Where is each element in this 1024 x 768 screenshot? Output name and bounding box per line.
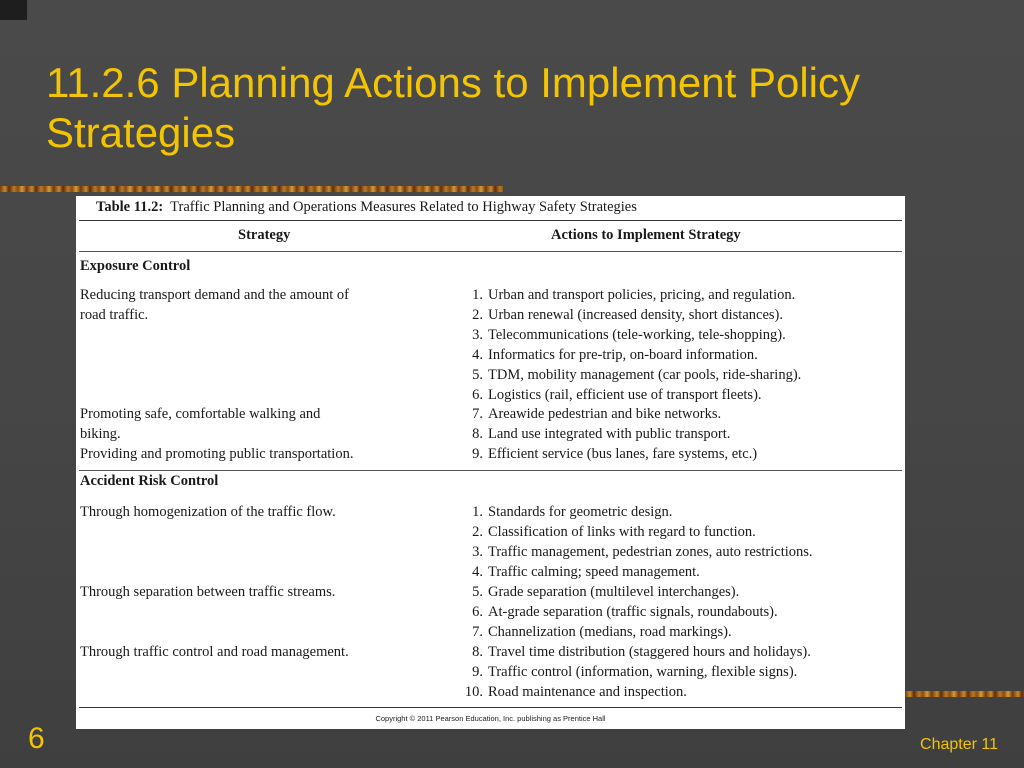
action-item: [456, 345, 758, 365]
corner-mark: [0, 0, 27, 20]
column-header-actions: Actions to Implement Strategy: [551, 227, 741, 243]
action-text: Traffic control (information, warning, flexible signs).: [488, 664, 798, 680]
table-caption-label: Table 11.2:: [96, 199, 164, 215]
action-text: Telecommunications (tele-working, tele-shopping).: [488, 327, 786, 343]
decorative-divider-bottom: [905, 691, 1024, 697]
action-item: [456, 285, 795, 305]
action-text: Land use integrated with public transport.: [488, 426, 731, 442]
action-text: Urban and transport policies, pricing, and regulation.: [488, 287, 796, 303]
column-header-strategy: Strategy: [238, 227, 291, 243]
action-number: 8.: [472, 644, 483, 660]
action-item: [456, 562, 700, 582]
action-item: [456, 424, 730, 444]
decorative-divider-top: [0, 186, 503, 192]
table-caption-text: Traffic Planning and Operations Measures Related to Highway Safety Strategies: [170, 199, 637, 215]
table-rule: [79, 470, 902, 471]
action-number: 9.: [472, 446, 483, 462]
action-number: 6.: [472, 604, 483, 620]
action-item: [456, 365, 801, 385]
action-item: [456, 622, 732, 642]
action-number: 7.: [472, 406, 483, 422]
action-number: 5.: [472, 367, 483, 383]
strategy-text: Through traffic control and road management.: [80, 644, 349, 660]
chapter-label: Chapter 11: [920, 736, 998, 753]
table-rule: [79, 251, 902, 252]
action-text: TDM, mobility management (car pools, ride-sharing).: [488, 367, 802, 383]
action-item: [456, 502, 672, 522]
action-number: 7.: [472, 624, 483, 640]
action-number: 8.: [472, 426, 483, 442]
action-item: [456, 662, 797, 682]
action-number: 5.: [472, 584, 483, 600]
action-number: 9.: [472, 664, 483, 680]
action-text: Grade separation (multilevel interchanges).: [488, 584, 740, 600]
action-number: 3.: [472, 327, 483, 343]
table-image: [76, 196, 905, 729]
action-item: [456, 542, 813, 562]
action-text: At-grade separation (traffic signals, roundabouts).: [488, 604, 778, 620]
action-item: [456, 522, 756, 542]
strategy-text: Promoting safe, comfortable walking and: [80, 406, 321, 422]
action-number: 6.: [472, 387, 483, 403]
table-rule: [79, 707, 902, 708]
strategy-text: road traffic.: [80, 307, 149, 323]
action-item: [456, 682, 687, 702]
strategy-text: biking.: [80, 426, 121, 442]
slide-title: 11.2.6 Planning Actions to Implement Policy Strategies: [46, 59, 861, 156]
action-text: Classification of links with regard to function.: [488, 524, 756, 540]
action-item: [456, 582, 739, 602]
action-item: [456, 325, 786, 345]
action-item: [456, 305, 783, 325]
action-number: 4.: [472, 564, 483, 580]
action-text: Efficient service (bus lanes, fare systems, etc.): [488, 446, 758, 462]
action-number: 4.: [472, 347, 483, 363]
slide-page-number: 6: [28, 722, 45, 755]
section-heading-accident-risk-control: Accident Risk Control: [80, 473, 219, 489]
action-number: 2.: [472, 307, 483, 323]
action-item: [456, 444, 757, 464]
table-caption: [96, 199, 637, 216]
strategy-text: Through homogenization of the traffic flow.: [80, 504, 336, 520]
action-text: Logistics (rail, efficient use of transport fleets).: [488, 387, 762, 403]
action-item: [456, 642, 811, 662]
action-item: [456, 602, 778, 622]
action-text: Standards for geometric design.: [488, 504, 673, 520]
action-text: Urban renewal (increased density, short distances).: [488, 307, 783, 323]
strategy-text: Providing and promoting public transportation.: [80, 446, 354, 462]
action-item: [456, 404, 721, 424]
strategy-text: Reducing transport demand and the amount of: [80, 287, 349, 303]
action-text: Road maintenance and inspection.: [488, 684, 687, 700]
action-number: 2.: [472, 524, 483, 540]
action-text: Traffic management, pedestrian zones, auto restrictions.: [488, 544, 813, 560]
action-text: Travel time distribution (staggered hours and holidays).: [488, 644, 811, 660]
copyright-notice: Copyright © 2011 Pearson Education, Inc. publishing as Prentice Hall: [375, 714, 606, 723]
action-text: Areawide pedestrian and bike networks.: [488, 406, 722, 422]
action-number: 1.: [472, 504, 483, 520]
action-number: 3.: [472, 544, 483, 560]
table-rule: [79, 220, 902, 221]
action-number: 1.: [472, 287, 483, 303]
strategy-text: Through separation between traffic streams.: [80, 584, 336, 600]
action-item: [456, 385, 762, 405]
action-text: Informatics for pre-trip, on-board information.: [488, 347, 758, 363]
section-heading-exposure-control: Exposure Control: [80, 258, 191, 274]
action-number: 10.: [464, 684, 483, 700]
action-text: Channelization (medians, road markings).: [488, 624, 732, 640]
action-text: Traffic calming; speed management.: [488, 564, 700, 580]
